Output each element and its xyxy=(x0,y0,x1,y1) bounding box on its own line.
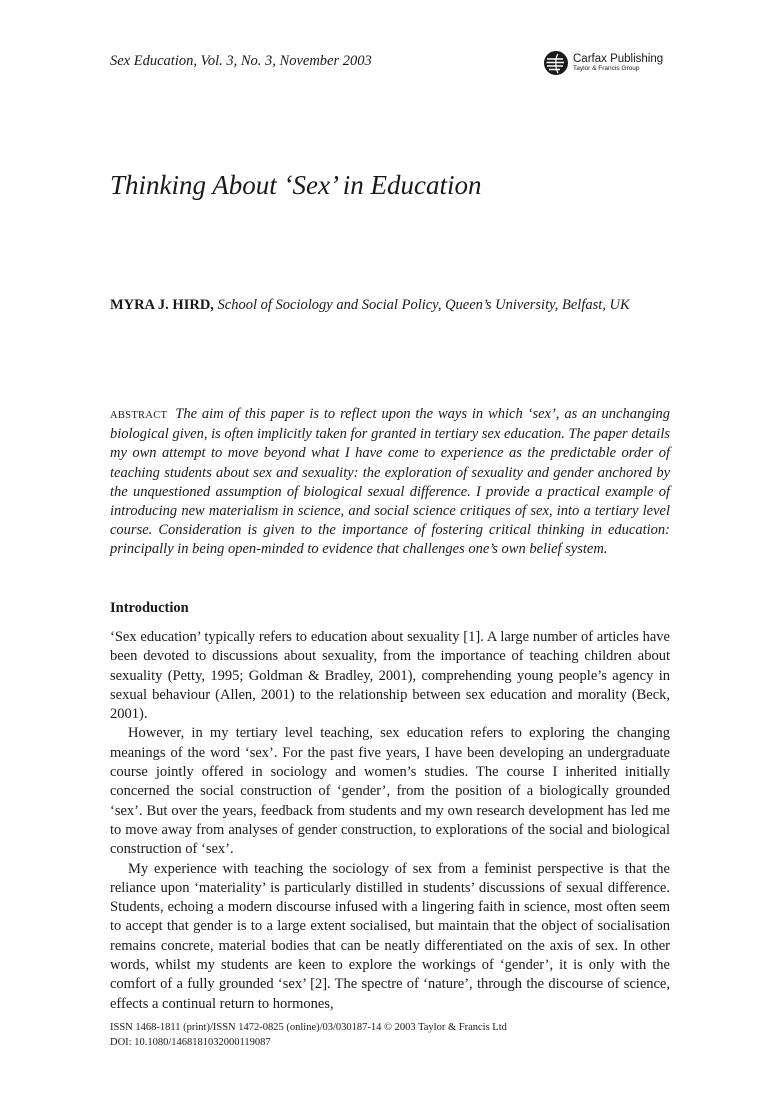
article-title: Thinking About ‘Sex’ in Education xyxy=(110,170,482,200)
abstract-text: The aim of this paper is to reflect upon the ways in which ‘sex’, as an unchanging biological given, is often implicitly taken for granted in tertiary sex education. The paper details my own attempt to move beyond what I have come to experience as the predictable order of teaching students about sex and sexuality: the exploration of sexuality and gender anchored by the unquestioned assumption of biological sexual difference. I provide a practical example of introducing new materialism in science, and social science critiques of sex, into a tertiary level course. Consideration is given to the importance of fostering critical thinking in education: principally in being open-minded to evidence that challenges one’s own belief system. xyxy=(110,406,670,558)
journal-citation: Sex Education, Vol. 3, No. 3, November 2003 xyxy=(110,53,372,69)
paragraph: ‘Sex education’ typically refers to education about sexuality [1]. A large number of articles have been devoted to discussions about sexuality, from the importance of teaching children about sexuality (Petty, 1995; Goldman & Bradley, 2001), comprehending young people’s agency in sexual behaviour (Allen, 2001) to the relationship between sex education and morality (Beck, 2001). xyxy=(110,629,670,723)
body-text xyxy=(110,628,670,1014)
section-heading: Introduction xyxy=(110,600,189,616)
author-block xyxy=(110,295,670,315)
doi-line: DOI: 10.1080/1468181032000119087 xyxy=(110,1037,271,1048)
publisher-group: Taylor & Francis Group xyxy=(573,65,640,72)
author-name: MYRA J. HIRD, xyxy=(110,297,214,313)
publisher-name: Carfax Publishing xyxy=(573,52,664,65)
issn-line: ISSN 1468-1811 (print)/ISSN 1472-0825 (online)/03/030187-14 © 2003 Taylor & Francis Ltd xyxy=(110,1022,507,1033)
carfax-logo-icon xyxy=(543,50,569,76)
author-affiliation: School of Sociology and Social Policy, Queen’s University, Belfast, UK xyxy=(217,297,630,313)
paragraph: However, in my tertiary level teaching, sex education refers to exploring the changing meanings of the word ‘sex’. For the past five years, I have been developing an undergraduate course jointly offered in sociology and women’s studies. The course I inherited initially concerned the social construction of ‘gender’, from the position of a biologically grounded ‘sex’. But over the years, feedback from students and my own research development has led me to move away from analyses of gender construction, to explorations of the social and biological construction of ‘sex’. xyxy=(110,725,670,858)
abstract-label: ABSTRACT xyxy=(110,410,168,421)
footer xyxy=(110,1020,507,1050)
paragraph: My experience with teaching the sociology of sex from a feminist perspective is that the reliance upon ‘materiality’ is particularly distilled in students’ discussions of sexual difference. Students, echoing a modern discourse infused with a lingering faith in science, most often seem to accept that gender is to a large extent socialised, but maintain that the object of socialisation remains concrete, material bodies that can be neatly differentiated on the axis of sex. In other words, whilst my students are keen to explore the workings of ‘gender’, it is only with the comfort of a fully grounded ‘sex’ [2]. The spectre of ‘nature’, through the discourse of science, effects a continual return to hormones, xyxy=(110,860,670,1012)
publisher-logo xyxy=(543,50,663,76)
abstract xyxy=(110,405,670,560)
